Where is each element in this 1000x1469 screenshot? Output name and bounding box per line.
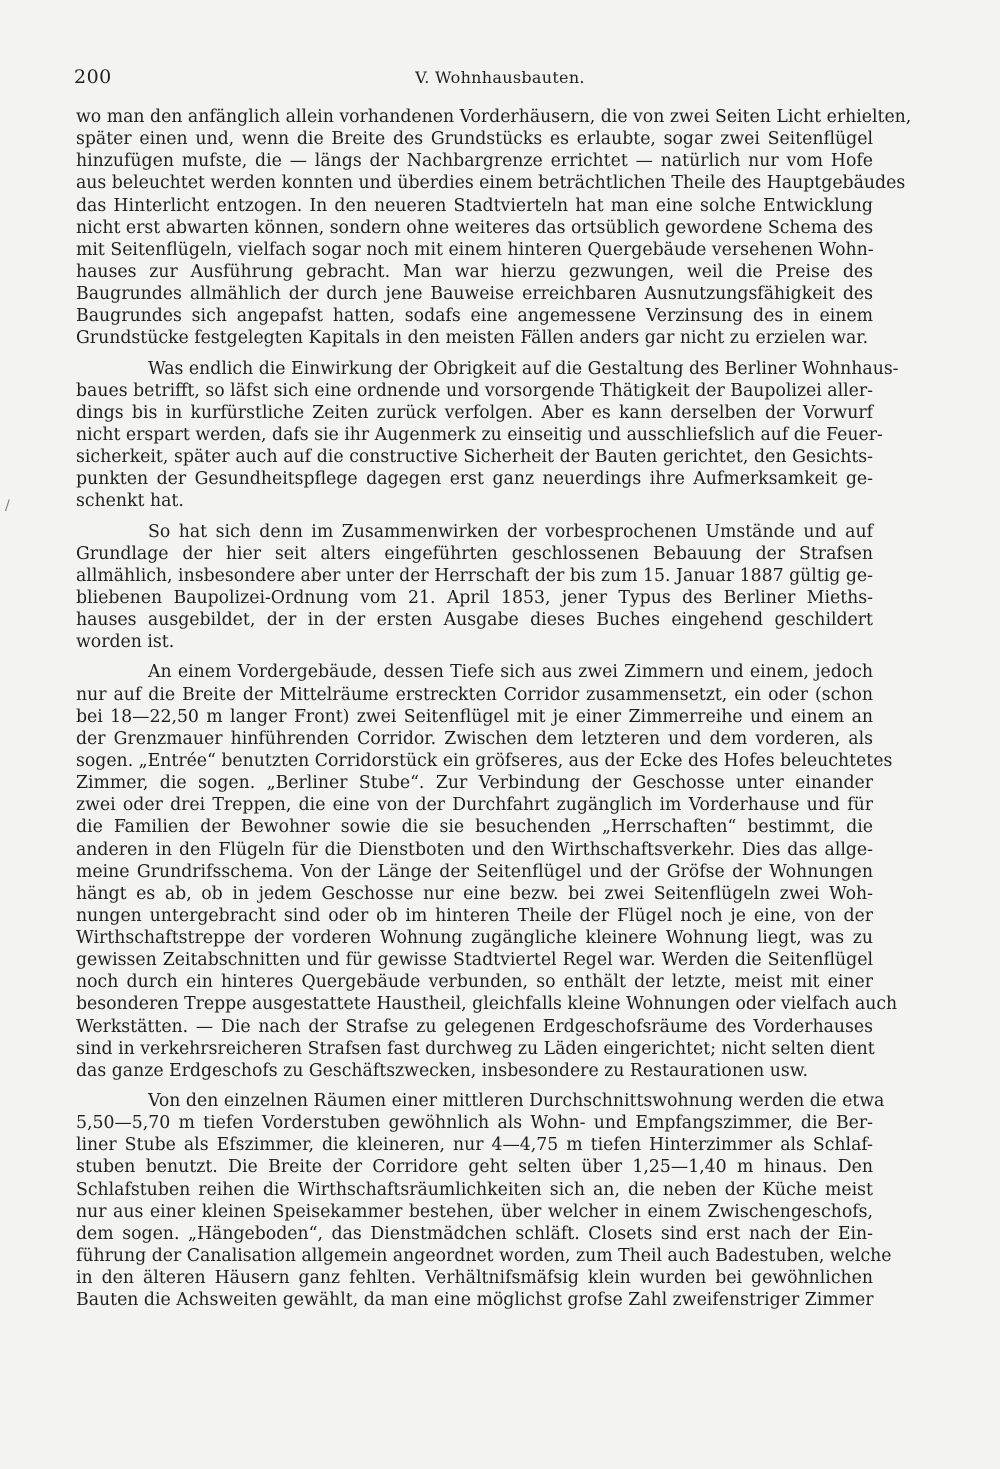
text-line: worden ist. <box>76 632 175 653</box>
text-line: das Hinterlicht entzogen. In den neueren Stadtvierteln hat man eine solche Entwicklung <box>76 195 873 216</box>
running-head: V. Wohnhausbauten. <box>415 68 585 87</box>
text-line: gewissen Zeitabschnitten und für gewisse Stadtviertel Regel war. Werden die Seitenflügel <box>76 950 873 971</box>
text-line: Was endlich die Einwirkung der Obrigkeit auf die Gestaltung des Berliner Wohnhaus- <box>148 358 899 379</box>
text-line: dings bis in kurfürstliche Zeiten zurück verfolgen. Aber es kann derselben der Vorwurf <box>76 402 873 423</box>
paragraph <box>76 1090 892 1311</box>
text-line: die Familien der Bewohner sowie die sie besuchenden „Herrschaften“ bestimmt, die <box>76 817 873 838</box>
paragraph <box>76 661 898 1082</box>
text-line: noch durch ein hinteres Quergebäude verbunden, so enthält der letzte, meist mit einer <box>76 972 873 993</box>
text-line: nicht erspart werden, dafs sie ihr Augenmerk zu einseitig und ausschliefslich auf die Feuer- <box>76 424 883 445</box>
text-line: Werkstätten. — Die nach der Strafse zu gelegenen Erdgeschofsräume des Vorderhauses <box>76 1016 873 1037</box>
text-line: dem sogen. „Hängeboden“, das Dienstmädchen schläft. Closets sind erst nach der Ein- <box>76 1223 873 1244</box>
text-line: Baugrundes sich angepafst hatten, sodafs eine angemessene Verzinsung des in einem <box>76 306 873 327</box>
text-line: So hat sich denn im Zusammenwirken der vorbesprochenen Umstände und auf <box>148 521 873 542</box>
text-line: 5,50—5,70 m tiefen Vorderstuben gewöhnlich als Wohn- und Empfangszimmer, die Ber- <box>76 1113 873 1134</box>
text-line: Grundlage der hier seit alters eingeführten geschlossenen Bebauung der Strafsen <box>76 543 873 564</box>
paragraph <box>76 358 899 513</box>
paragraph <box>76 106 912 350</box>
paragraph <box>76 521 873 654</box>
text-line: liner Stube als Efszimmer, die kleineren, nur 4—4,75 m tiefen Hinterzimmer als Schlaf- <box>76 1135 873 1156</box>
text-line: baues betrifft, so läfst sich eine ordnende und vorsorgende Thätigkeit der Baupolizei aller- <box>76 380 873 401</box>
text-line: punkten der Gesundheitspflege dagegen erst ganz neuerdings ihre Aufmerksamkeit ge- <box>76 469 873 490</box>
text-line: meine Grundrifsschema. Von der Länge der Seitenflügel und der Gröfse der Wohnungen <box>76 861 873 882</box>
text-line: An einem Vordergebäude, dessen Tiefe sich aus zwei Zimmern und einem, jedoch <box>148 662 873 683</box>
text-line: Von den einzelnen Räumen einer mittleren Durchschnittswohnung werden die etwa <box>148 1091 885 1112</box>
text-line: sicherkeit, später auch auf die constructive Sicherheit der Bauten gerichtet, den Gesichts- <box>76 447 873 468</box>
body-text <box>76 106 912 1319</box>
text-line: sogen. „Entrée“ benutzten Corridorstück ein gröfseres, aus der Ecke des Hofes beleuchtetes <box>76 750 893 771</box>
margin-mark: / <box>5 498 10 514</box>
text-line: in den älteren Häusern ganz fehlten. Verhältnifsmäfsig klein wurden bei gewöhnlichen <box>76 1268 873 1289</box>
text-line: nur aus einer kleinen Speisekammer bestehen, über welcher in einem Zwischengeschofs, <box>76 1201 873 1222</box>
text-line: aus beleuchtet werden konnten und überdies einem beträchtlichen Theile des Hauptgebäudes <box>76 173 906 194</box>
text-line: Bauten die Achsweiten gewählt, da man eine möglichst grofse Zahl zweifenstriger Zimmer <box>76 1290 874 1311</box>
text-line: der Grenzmauer hinführenden Corridor. Zwischen dem letzteren und dem vorderen, als <box>76 728 873 749</box>
text-line: nicht erst abwarten können, sondern ohne weiteres das ortsüblich gewordene Schema des <box>76 217 874 238</box>
text-line: hinzufügen mufste, die — längs der Nachbargrenze errichtet — natürlich nur vom Hofe <box>76 151 873 172</box>
text-line: mit Seitenflügeln, vielfach sogar noch mit einem hinteren Quergebäude versehenen Wohn- <box>76 239 874 260</box>
text-line: schenkt hat. <box>76 491 184 512</box>
text-line: anderen in den Flügeln für die Dienstboten und den Wirthschaftsverkehr. Dies das allge- <box>76 839 873 860</box>
page-number: 200 <box>74 66 112 88</box>
text-line: bei 18—22,50 m langer Front) zwei Seitenflügel mit je einer Zimmerreihe und einem an <box>76 706 873 727</box>
text-line: hauses ausgebildet, der in der ersten Ausgabe dieses Buches eingehend geschildert <box>76 610 873 631</box>
text-line: hauses zur Ausführung gebracht. Man war hierzu gezwungen, weil die Preise des <box>76 261 873 282</box>
text-line: sind in verkehrsreicheren Strafsen fast durchweg zu Läden eingerichtet; nicht selten dient <box>76 1038 875 1059</box>
text-line: zwei oder drei Treppen, die eine von der Durchfahrt zugänglich im Vorderhause und für <box>76 795 873 816</box>
text-line: Zimmer, die sogen. „Berliner Stube“. Zur Verbindung der Geschosse unter einander <box>76 773 873 794</box>
text-line: allmählich, insbesondere aber unter der Herrschaft der bis zum 15. Januar 1887 gültig ge- <box>76 565 873 586</box>
text-line: nur auf die Breite der Mittelräume erstreckten Corridor zusammensetzt, ein oder (schon <box>76 684 873 705</box>
text-line: das ganze Erdgeschofs zu Geschäftszwecken, insbesondere zu Restaurationen usw. <box>76 1060 809 1081</box>
text-line: bliebenen Baupolizei-Ordnung vom 21. April 1853, jener Typus des Berliner Mieths- <box>76 587 873 608</box>
text-line: hängt es ab, ob in jedem Geschosse nur eine bezw. bei zwei Seitenflügeln zwei Woh- <box>76 883 873 904</box>
text-line: führung der Canalisation allgemein angeordnet worden, zum Theil auch Badestuben, welche <box>76 1246 892 1267</box>
text-line: stuben benutzt. Die Breite der Corridore geht selten über 1,25—1,40 m hinaus. Den <box>76 1157 873 1178</box>
text-line: Baugrundes allmählich der durch jene Bauweise erreichbaren Ausnutzungsfähigkeit des <box>76 284 873 305</box>
text-line: Wirthschaftstreppe der vorderen Wohnung zugängliche kleinere Wohnung liegt, was zu <box>76 928 873 949</box>
text-line: Schlafstuben reihen die Wirthschaftsräumlichkeiten sich an, die neben der Küche meist <box>76 1179 873 1200</box>
text-line: wo man den anfänglich allein vorhandenen Vorderhäusern, die von zwei Seiten Licht erhielten, <box>76 107 912 127</box>
text-line: später einen und, wenn die Breite des Grundstücks es erlaubte, sogar zwei Seitenflügel <box>76 129 873 150</box>
text-line: nungen untergebracht sind oder ob im hinteren Theile der Flügel noch je eine, von der <box>76 905 873 926</box>
text-line: besonderen Treppe ausgestattete Haustheil, gleichfalls kleine Wohnungen oder vielfach auch <box>76 994 898 1015</box>
text-line: Grundstücke festgelegten Kapitals in den meisten Fällen anders gar nicht zu erzielen war. <box>76 328 869 349</box>
